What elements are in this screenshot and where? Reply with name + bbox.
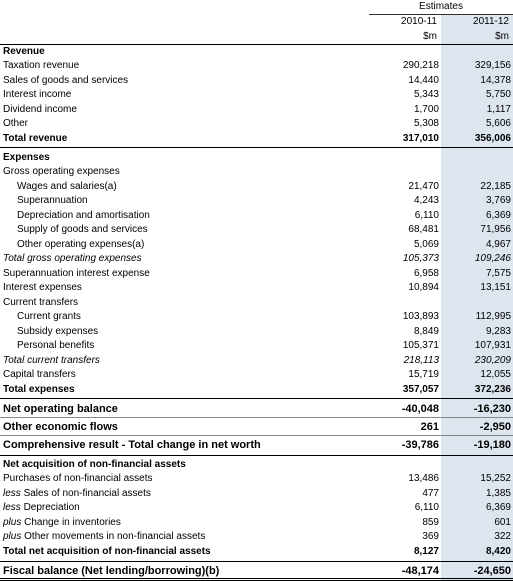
value-2011-12: 6,369 <box>485 502 511 513</box>
value-2011-12: 329,156 <box>474 60 511 71</box>
row-label: Other <box>3 118 29 129</box>
value-2010-11: -39,786 <box>401 439 439 451</box>
row-separator <box>0 147 513 148</box>
table-row <box>0 458 513 472</box>
row-label: Sales of goods and services <box>3 75 129 86</box>
value-2011-12: 107,931 <box>474 340 511 351</box>
table-row <box>0 383 513 397</box>
table-row <box>0 564 513 578</box>
value-2010-11: 105,371 <box>402 340 439 351</box>
table-row <box>0 165 513 179</box>
value-2010-11: -40,048 <box>401 403 439 415</box>
value-2010-11: 8,849 <box>413 326 439 337</box>
row-label: Total current transfers <box>3 355 100 366</box>
row-separator <box>0 435 513 436</box>
row-label: Purchases of non-financial assets <box>3 473 153 484</box>
value-2011-12: 4,967 <box>485 239 511 250</box>
value-2010-11: 21,470 <box>408 181 439 192</box>
value-2010-11: 10,894 <box>408 282 439 293</box>
row-label: Taxation revenue <box>3 60 80 71</box>
value-2011-12: -24,650 <box>473 565 511 577</box>
value-2011-12: 356,006 <box>474 133 511 144</box>
table-row <box>0 59 513 73</box>
value-2011-12: 5,750 <box>485 89 511 100</box>
row-label: Interest expenses <box>3 282 82 293</box>
row-label: Interest income <box>3 89 72 100</box>
table-row <box>0 238 513 252</box>
row-label: Dividend income <box>3 104 77 115</box>
column-header-2011-12: 2011-12 <box>473 16 509 27</box>
row-separator <box>0 398 513 399</box>
row-label-prefix: less <box>3 488 21 499</box>
value-2011-12: 6,369 <box>485 210 511 221</box>
table-row <box>0 516 513 530</box>
value-2011-12: 109,246 <box>474 253 511 264</box>
row-label: Total net acquisition of non-financial assets <box>3 546 211 557</box>
value-2010-11: 6,958 <box>413 268 439 279</box>
row-label: Depreciation and amortisation <box>17 210 150 221</box>
table-row <box>0 223 513 237</box>
value-2010-11: 6,110 <box>414 502 439 513</box>
estimates-header: Estimates <box>419 1 463 12</box>
value-2011-12: 14,378 <box>480 75 511 86</box>
table-row <box>0 501 513 515</box>
row-separator <box>0 417 513 418</box>
row-label: Total revenue <box>3 133 68 144</box>
value-2011-12: -16,230 <box>473 403 511 415</box>
table-row <box>0 420 513 434</box>
value-2011-12: 13,151 <box>480 282 511 293</box>
value-2010-11: -48,174 <box>401 565 439 577</box>
row-label: Supply of goods and services <box>17 224 148 235</box>
row-label-prefix: less <box>3 502 21 513</box>
value-2011-12: 112,995 <box>475 311 511 322</box>
estimates-underline <box>369 14 513 15</box>
unit-label-2010-11: $m <box>423 31 437 42</box>
value-2010-11: 5,069 <box>413 239 439 250</box>
value-2010-11: 103,893 <box>402 311 439 322</box>
row-label: Current grants <box>17 311 81 322</box>
value-2010-11: 8,127 <box>413 546 439 557</box>
row-label: Current transfers <box>3 297 79 308</box>
table-row <box>0 487 513 501</box>
row-label: Net operating balance <box>3 403 118 415</box>
value-2010-11: 68,481 <box>408 224 439 235</box>
value-2011-12: 601 <box>494 517 511 528</box>
row-separator <box>0 455 513 456</box>
value-2010-11: 6,110 <box>414 210 439 221</box>
value-2011-12: 5,606 <box>485 118 511 129</box>
table-row <box>0 209 513 223</box>
value-2011-12: 9,283 <box>485 326 511 337</box>
row-label: Total expenses <box>3 384 75 395</box>
table-row <box>0 194 513 208</box>
table-row <box>0 151 513 165</box>
row-label: Total gross operating expenses <box>3 253 142 264</box>
unit-label-2011-12: $m <box>495 31 509 42</box>
value-2010-11: 15,719 <box>408 369 439 380</box>
table-row <box>0 74 513 88</box>
value-2011-12: 15,252 <box>480 473 511 484</box>
value-2011-12: 7,575 <box>485 268 511 279</box>
value-2010-11: 1,700 <box>413 104 439 115</box>
value-2011-12: -19,180 <box>473 439 511 451</box>
value-2010-11: 5,343 <box>413 89 439 100</box>
row-label: less Sales of non-financial assets <box>3 488 151 499</box>
row-label: Other economic flows <box>3 421 118 433</box>
row-label-prefix: plus <box>3 517 22 528</box>
table-row <box>0 325 513 339</box>
value-2010-11: 218,113 <box>403 355 439 366</box>
row-label: Fiscal balance (Net lending/borrowing)(b) <box>3 565 220 577</box>
value-2011-12: 230,209 <box>474 355 511 366</box>
table-row <box>0 472 513 486</box>
value-2011-12: 12,055 <box>480 369 511 380</box>
table-row <box>0 267 513 281</box>
row-label: Wages and salaries(a) <box>17 181 117 192</box>
table-row <box>0 103 513 117</box>
value-2011-12: 22,185 <box>480 181 511 192</box>
value-2011-12: 322 <box>494 531 511 542</box>
table-row <box>0 296 513 310</box>
value-2011-12: 3,769 <box>485 195 511 206</box>
row-label: Expenses <box>3 152 50 163</box>
row-label: Personal benefits <box>17 340 95 351</box>
value-2010-11: 369 <box>422 531 439 542</box>
table-row <box>0 281 513 295</box>
value-2010-11: 5,308 <box>413 118 439 129</box>
row-label: Superannuation interest expense <box>3 268 150 279</box>
row-label: Gross operating expenses <box>3 166 120 177</box>
row-label: Subsidy expenses <box>17 326 99 337</box>
value-2011-12: 8,420 <box>485 546 511 557</box>
value-2011-12: 1,117 <box>486 104 511 115</box>
table-row <box>0 132 513 146</box>
value-2010-11: 13,486 <box>408 473 439 484</box>
table-row <box>0 310 513 324</box>
table-row <box>0 88 513 102</box>
table-row <box>0 545 513 559</box>
row-separator <box>0 561 513 562</box>
row-label: plus Change in inventories <box>3 517 121 528</box>
value-2010-11: 4,243 <box>413 195 439 206</box>
table-row <box>0 402 513 416</box>
table-row <box>0 354 513 368</box>
row-label: Net acquisition of non-financial assets <box>3 459 186 470</box>
row-label: Revenue <box>3 46 45 57</box>
value-2010-11: 14,440 <box>408 75 439 86</box>
table-row <box>0 530 513 544</box>
row-label-prefix: plus <box>3 531 22 542</box>
value-2010-11: 261 <box>420 421 439 433</box>
table-row <box>0 117 513 131</box>
value-2010-11: 859 <box>422 517 439 528</box>
row-label: Comprehensive result - Total change in net worth <box>3 439 261 451</box>
value-2010-11: 105,373 <box>402 253 439 264</box>
value-2010-11: 290,218 <box>402 60 439 71</box>
value-2011-12: 71,956 <box>480 224 511 235</box>
table-row <box>0 339 513 353</box>
value-2010-11: 357,057 <box>402 384 439 395</box>
value-2010-11: 477 <box>422 488 439 499</box>
table-row <box>0 252 513 266</box>
value-2011-12: -2,950 <box>479 421 511 433</box>
table-row <box>0 368 513 382</box>
row-label: less Depreciation <box>3 502 80 513</box>
value-2011-12: 1,385 <box>485 488 511 499</box>
table-row <box>0 45 513 59</box>
value-2010-11: 317,010 <box>402 133 439 144</box>
column-header-2010-11: 2010-11 <box>401 16 437 27</box>
row-label: Superannuation <box>17 195 88 206</box>
table-row <box>0 180 513 194</box>
row-label: Other operating expenses(a) <box>17 239 145 250</box>
row-label: Capital transfers <box>3 369 76 380</box>
value-2011-12: 372,236 <box>474 384 511 395</box>
row-label: plus Other movements in non-financial assets <box>3 531 206 542</box>
table-row <box>0 438 513 452</box>
